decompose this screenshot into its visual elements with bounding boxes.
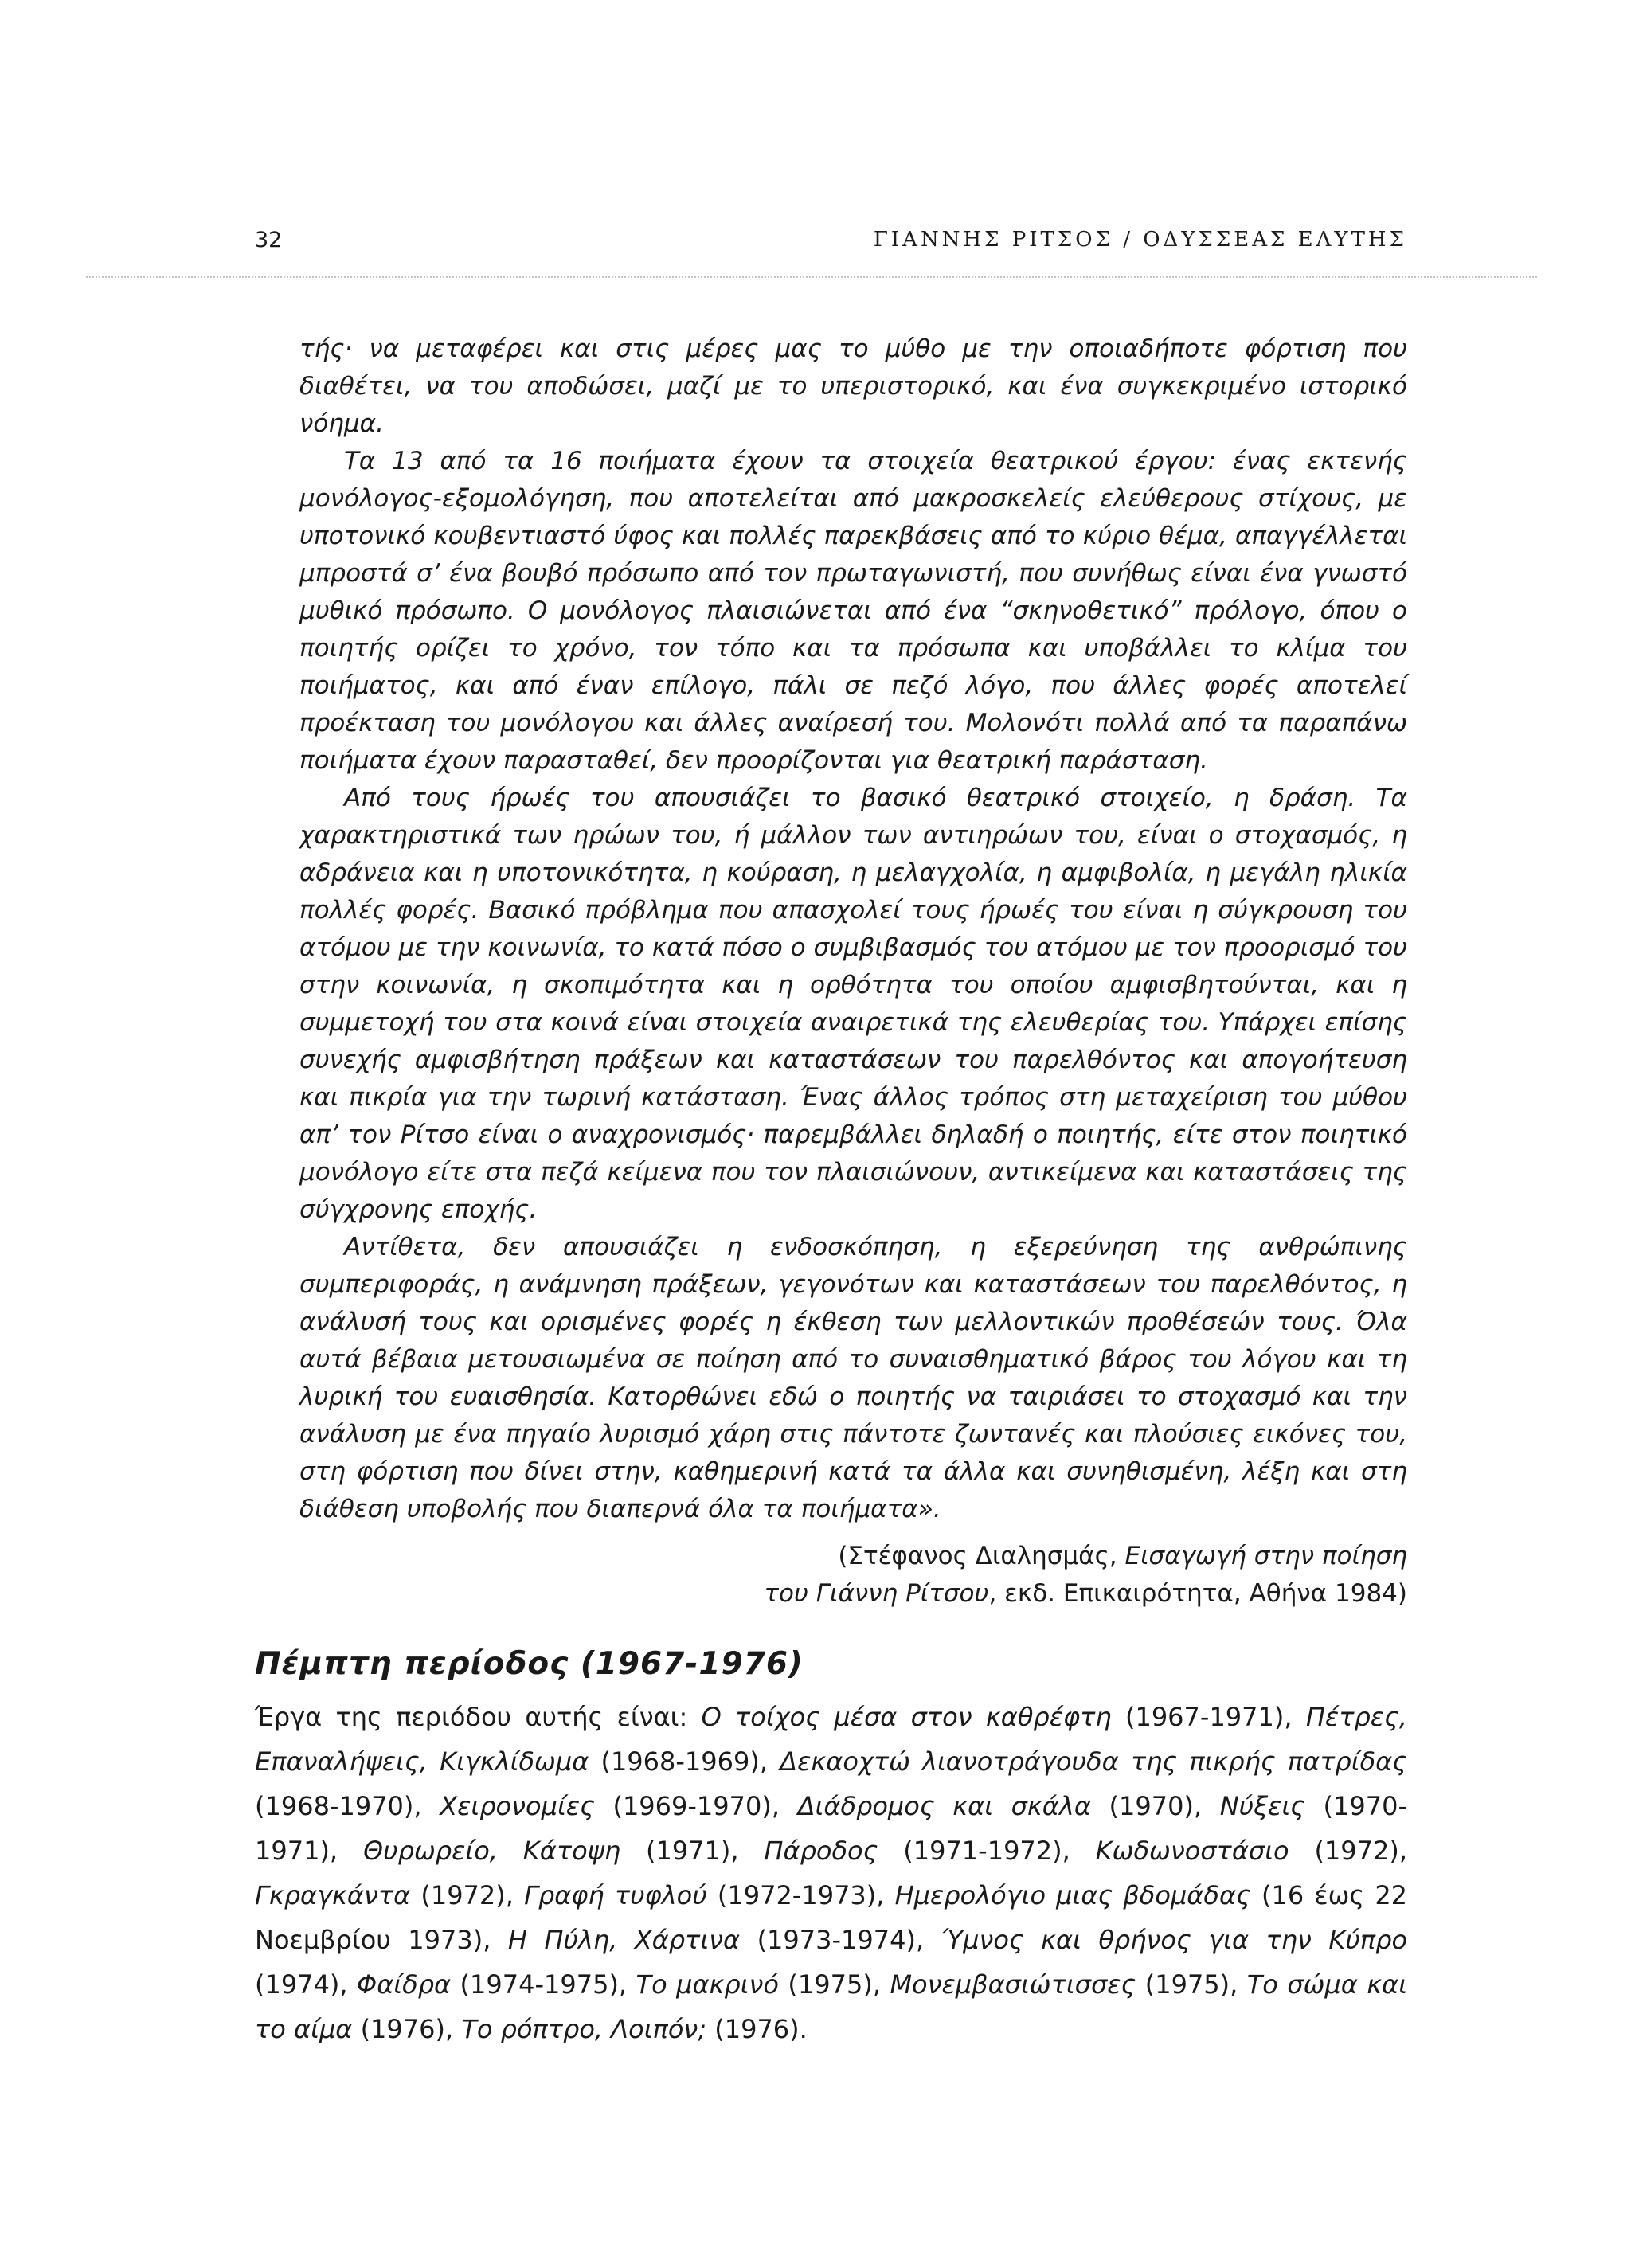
- works-intro: Έργα της περιόδου αυτής είναι:: [255, 1702, 702, 1732]
- work-title: Η Πύλη, Χάρτινα: [507, 1925, 741, 1955]
- quote-paragraph-1: τής· να μεταφέρει και στις μέρες μας το μύθο με την οποιαδήποτε φόρτιση που διαθέτει, να του αποδώσει, μαζί με το υπεριστορικό, και ένα συγκεκριμένο ιστορικό νόημα.: [299, 334, 1407, 438]
- citation-title-1: Εισαγωγή στην ποίηση: [1124, 1542, 1407, 1570]
- work-title: Ο τοίχος μέσα στον καθρέφτη: [701, 1702, 1112, 1732]
- work-title: Γραφή τυφλού: [524, 1880, 707, 1910]
- header-divider: [86, 276, 1537, 278]
- work-years: (1971-1972),: [878, 1836, 1096, 1866]
- work-years: (1976),: [352, 2014, 462, 2044]
- citation-publisher: , εκδ. Επικαιρότητα, Αθήνα 1984): [988, 1579, 1407, 1608]
- work-years: (1968-1969),: [589, 1746, 780, 1777]
- work-title: Φαίδρα: [357, 1969, 452, 2000]
- citation-line-1: [764, 1538, 1407, 1575]
- works-paragraph: [255, 1695, 1407, 2051]
- quote-paragraph-3: Από τους ήρωές του απουσιάζει το βασικό θεατρικό στοιχείο, η δράση. Τα χαρακτηριστικά των ηρώων του, ή μάλλον των αντιηρώων του, είναι ο στοχασμός, η αδράνεια και η υποτονικότητα, η κούραση, η μελαγχολία, η αμφιβολία, η μεγάλη ηλικία πολλές φορές. Βασικό πρόβλημα που απασχολεί τους ήρωές του είναι η σύγκρουση του ατόμου με την κοινωνία, το κατά πόσο ο συμβιβασμός του ατόμου με τον προορισμό του στην κοινωνία, η σκοπιμότητα και η ορθότητα του οποίου αμφισβητούνται, και η συμμετοχή του στα κοινά είναι στοιχεία αναιρετικά της ελευθερίας του. Υπάρχει επίσης συνεχής αμφισβήτηση πράξεων και καταστάσεων του παρελθόντος και απογοήτευση και πικρία για την τωρινή κατάσταση. Ένας άλλος τρόπος στη μεταχείριση του μύθου απ’ τον Ρίτσο είναι ο αναχρονισμός· παρεμβάλλει δηλαδή ο ποιητής, είτε στον ποιητικό μονόλογο είτε στα πεζά κείμενα που τον πλαισιώνουν, αντικείμενα και καταστάσεις της σύγχρονης εποχής.: [299, 784, 1407, 1224]
- works-list: [255, 1695, 1407, 2051]
- work-title: Ύμνος και θρήνος για την Κύπρο: [941, 1925, 1408, 1955]
- work-title: Το ρόπτρο, Λοιπόν;: [461, 2014, 707, 2044]
- quote-paragraph-4: Αντίθετα, δεν απουσιάζει η ενδοσκόπηση, η εξερεύνηση της ανθρώπινης συμπεριφοράς, η ανάμνηση πράξεων, γεγονότων και καταστάσεων του παρελθόντος, η ανάλυσή τους και ορισμένες φορές η έκθεση των μελλοντικών προθέσεών τους. Όλα αυτά βέβαια μετουσιωμένα σε ποίηση από το συναισθηματικό βάρος του λόγου και τη λυρική του ευαισθησία. Κατορθώνει εδώ ο ποιητής να ταιριάσει το στοχασμό και την ανάλυση με ένα πηγαίο λυρισμό χάρη στις πάντοτε ζωντανές και πλούσιες εικόνες του, στη φόρτιση που δίνει στην, καθημερινή κατά τα άλλα και συνηθισμένη, λέξη και στη διάθεση υποβολής που διαπερνά όλα τα ποιήματα».: [299, 1233, 1407, 1523]
- citation-line-2: [764, 1575, 1407, 1613]
- work-title: Χειρονομίες: [440, 1791, 595, 1821]
- work-title: Γκραγκάντα: [255, 1880, 411, 1910]
- work-years: (1973-1974),: [740, 1925, 941, 1955]
- work-title: Μονεμβασιώτισσες: [890, 1969, 1136, 2000]
- work-years: (1976).: [706, 2014, 808, 2044]
- work-years: (1974),: [255, 1969, 358, 2000]
- work-title: Ημερολόγιο μιας βδομάδας: [894, 1880, 1251, 1910]
- page-header: [255, 228, 1407, 260]
- running-head: ΓΙΑΝΝΗΣ ΡΙΤΣΟΣ / ΟΔΥΣΣΕΑΣ ΕΛΥΤΗΣ: [873, 228, 1407, 252]
- block-quote: [299, 330, 1407, 1528]
- work-title: Κωδωνοστάσιο: [1095, 1836, 1289, 1866]
- work-years: (1972),: [410, 1880, 525, 1910]
- section-heading: Πέμπτη περίοδος (1967-1976): [255, 1646, 804, 1682]
- work-years: (1975),: [1136, 1969, 1247, 2000]
- work-years: (1975),: [779, 1969, 890, 2000]
- work-title: Το μακρινό: [636, 1969, 779, 2000]
- work-title: Θυρωρείο, Κάτοψη: [362, 1836, 621, 1866]
- work-years: (1972-1973),: [706, 1880, 895, 1910]
- work-years: (1971),: [620, 1836, 765, 1866]
- quote-paragraph-2: Τα 13 από τα 16 ποιήματα έχουν τα στοιχεία θεατρικού έργου: ένας εκτενής μονόλογος-εξομολόγηση, που αποτελείται από μακροσκελείς ελεύθερους στίχους, με υποτονικό κουβεντιαστό ύφος και πολλές παρεκβάσεις από το κύριο θέμα, απαγγέλλεται μπροστά σ’ ένα βουβό πρόσωπο από τον πρωταγωνιστή, που συνήθως είναι ένα γνωστό μυθικό πρόσωπο. Ο μονόλογος πλαισιώνεται από ένα “σκηνοθετικό” πρόλογο, όπου ο ποιητής ορίζει το χρόνο, τον τόπο και τα πρόσωπα και υποβάλλει το κλίμα του ποιήματος, και από έναν επίλογο, πάλι σε πεζό λόγο, που άλλες φορές αποτελεί προέκταση του μονόλογου και άλλες αναίρεσή του. Μολονότι πολλά από τα παραπάνω ποιήματα έχουν παρασταθεί, δεν προορίζονται για θεατρική παράσταση.: [299, 447, 1407, 775]
- work-title: Πέτρες, Επαναλήψεις, Κιγκλίδωμα: [255, 1702, 1408, 1777]
- work-years: (1970-1971),: [255, 1791, 1408, 1866]
- work-years: (1974-1975),: [451, 1969, 636, 2000]
- citation-title-2: του Γιάννη Ρίτσου: [764, 1579, 989, 1608]
- citation: [764, 1538, 1407, 1613]
- work-title: Νύξεις: [1219, 1791, 1305, 1821]
- work-title: Διάδρομος και σκάλα: [797, 1791, 1091, 1821]
- work-years: (1970),: [1090, 1791, 1220, 1821]
- page-number: 32: [255, 228, 283, 252]
- citation-author: (Στέφανος Διαλησμάς,: [838, 1542, 1125, 1570]
- work-title: Πάροδος: [764, 1836, 878, 1866]
- work-years: (1968-1970),: [255, 1791, 440, 1821]
- work-years: (1967-1971),: [1111, 1702, 1306, 1732]
- work-title: Δεκαοχτώ λιανοτράγουδα της πικρής πατρίδας: [780, 1746, 1408, 1777]
- work-years: (1969-1970),: [594, 1791, 798, 1821]
- work-years: (1972),: [1289, 1836, 1408, 1866]
- work-years: (16 έως 22 Νοεμβρίου 1973),: [255, 1880, 1408, 1955]
- work-title: Το σώμα και το αίμα: [255, 1969, 1408, 2044]
